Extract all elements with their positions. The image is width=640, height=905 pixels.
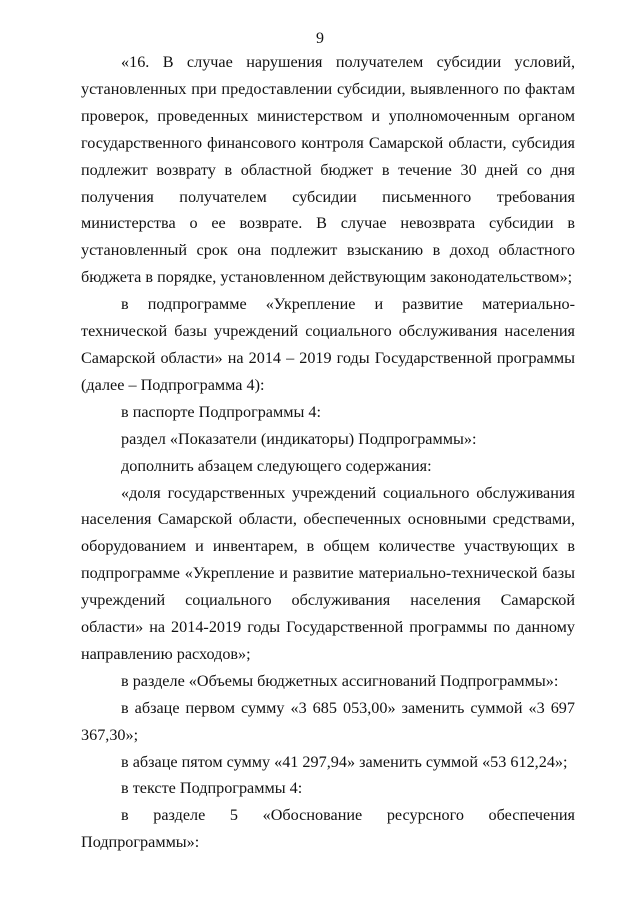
paragraph-subprogram-4-intro: в подпрограмме «Укрепление и развитие материально-технической базы учреждений социального обслуживания населения Самарской области» на 2014 – 2019 годы Государственной программы (далее – Подпрограмма 4): <box>81 295 575 394</box>
paragraph-budget-section: в разделе «Объемы бюджетных ассигнований Подпрограммы»: <box>121 671 559 690</box>
paragraph-fifth-amount-change: в абзаце пятом сумму «41 297,94» заменить суммой «53 612,24»; <box>121 752 568 771</box>
paragraph-add-clause: дополнить абзацем следующего содержания: <box>121 456 432 475</box>
page-number: 9 <box>316 30 324 47</box>
paragraph-passport-heading: в паспорте Подпрограммы 4: <box>121 402 321 421</box>
paragraph-indicators-section: раздел «Показатели (индикаторы) Подпрограммы»: <box>121 429 477 448</box>
paragraph-indicator-text: «доля государственных учреждений социального обслуживания населения Самарской области, обеспеченных основными средствами, оборудованием и инвентарем, в общем количестве участвующих в подпрограмме «Укрепление и развитие материально-технической базы учреждений социального обслуживания населения Самарской области» на 2014-2019 годы Государственной программы по данному направлению расходов»; <box>81 483 575 663</box>
paragraph-first-amount-change: в абзаце первом сумму «3 685 053,00» заменить суммой «3 697 367,30»; <box>81 698 575 744</box>
paragraph-section-5: в разделе 5 «Обоснование ресурсного обеспечения Подпрограммы»: <box>81 806 575 852</box>
paragraph-penalty-clause: «16. В случае нарушения получателем субсидии условий, установленных при предоставлении субсидии, выявленного по фактам проверок, проведенных министерством и уполномоченным органом государственного финансового контроля Самарской области, субсидия подлежит возврату в областной бюджет в течение 30 дней со дня получения получателем субсидии письменного требования министерства о ее возврате. В случае невозврата субсидии в установленный срок она подлежит взысканию в доход областного бюджета в порядке, установленном действующим законодательством»; <box>81 53 575 287</box>
paragraph-subprogram-text: в тексте Подпрограммы 4: <box>121 779 303 798</box>
document-body <box>81 49 575 856</box>
